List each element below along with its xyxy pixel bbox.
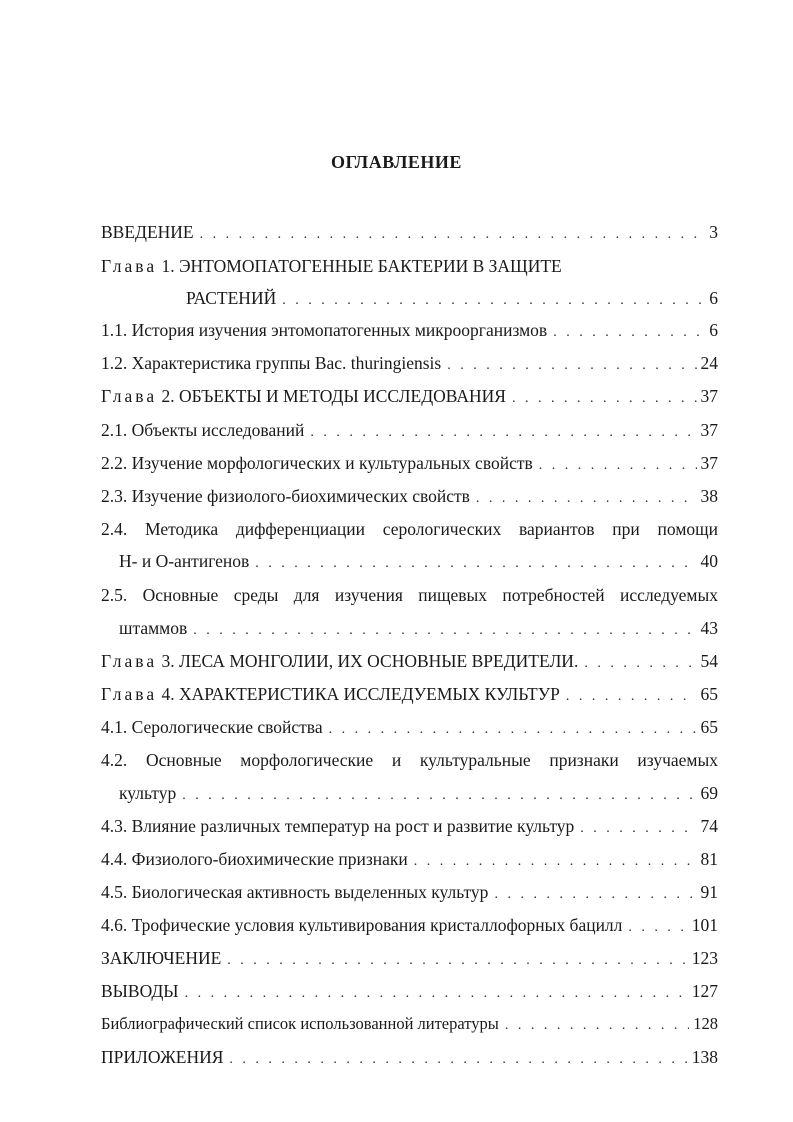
leader-dots (414, 849, 697, 875)
toc-entry-2-5[interactable] (101, 582, 718, 608)
leader-dots (255, 551, 696, 577)
toc-entry-page: 81 (700, 849, 718, 869)
leader-dots (229, 1047, 687, 1073)
toc-entry-page: 74 (700, 816, 718, 836)
page-title: ОГЛАВЛЕНИЕ (331, 152, 462, 172)
leader-dots (512, 386, 697, 412)
toc-entry-label: 4.2. Основные морфологические и культуральные признаки изучаемых (101, 750, 718, 770)
toc-entry-2-4[interactable] (101, 516, 718, 542)
leader-dots (182, 783, 696, 809)
toc-entry-2-2[interactable] (101, 450, 718, 476)
toc-entry-page: 101 (691, 915, 718, 935)
toc-entry-chapter-4[interactable] (101, 681, 718, 707)
toc-entry-page: 24 (700, 353, 718, 373)
toc-entry-label: ПРИЛОЖЕНИЯ (101, 1047, 224, 1067)
toc-entry-page: 37 (700, 453, 718, 473)
toc-entry-label: 2.4. Методика дифференциации серологических вариантов при помощи (101, 519, 718, 539)
toc-entry-label: 2.1. Объекты исследований (101, 420, 305, 440)
chapter-prefix: Глава (101, 651, 158, 671)
toc-entry-label: Библиографический список использованной литературы (101, 1014, 499, 1033)
toc-entry-appendices[interactable] (101, 1044, 718, 1070)
leader-dots (200, 222, 706, 248)
toc-entry-label: 2.5. Основные среды для изучения пищевых потребностей исследуемых (101, 585, 718, 605)
toc-entry-page: 3 (709, 222, 718, 242)
toc-entry-2-5-cont[interactable] (119, 615, 718, 641)
toc-entry-label: ВЫВОДЫ (101, 981, 179, 1001)
toc-entry-label: 4. ХАРАКТЕРИСТИКА ИССЛЕДУЕМЫХ КУЛЬТУР (161, 684, 560, 704)
toc-entry-4-1[interactable] (101, 714, 718, 740)
toc-entry-4-4[interactable] (101, 846, 718, 872)
toc-entry-label: 2.3. Изучение физиолого-биохимических свойств (101, 486, 470, 506)
leader-dots (185, 981, 688, 1007)
toc-entry-4-6[interactable] (101, 912, 718, 938)
chapter-prefix: Глава (101, 386, 158, 406)
toc-entry-page: 38 (700, 486, 718, 506)
toc-entry-label: культур (119, 783, 177, 803)
toc-entry-1-1[interactable] (101, 317, 718, 343)
toc-entry-page: 37 (700, 420, 718, 440)
toc-entry-label: 1.2. Характеристика группы Bac. thuringiensis (101, 353, 442, 373)
toc-entry-label: ВВЕДЕНИЕ (101, 222, 194, 242)
leader-dots (505, 1013, 689, 1039)
leader-dots (539, 453, 697, 479)
leader-dots (494, 882, 696, 908)
leader-dots (329, 717, 697, 743)
toc-entry-bibliography[interactable] (101, 1011, 718, 1037)
toc-entry-page: 37 (700, 386, 718, 406)
leader-dots (584, 651, 696, 677)
toc-entry-page: 138 (691, 1047, 718, 1067)
chapter-prefix: Глава (101, 684, 158, 704)
toc-entry-4-3[interactable] (101, 813, 718, 839)
toc-entry-chapter-3[interactable] (101, 648, 718, 674)
leader-dots (553, 320, 705, 346)
toc-entry-label: 4.6. Трофические условия культивирования кристаллофорных бацилл (101, 915, 623, 935)
toc-entry-label: 2. ОБЪЕКТЫ И МЕТОДЫ ИССЛЕДОВАНИЯ (161, 386, 506, 406)
toc-entry-page: 40 (700, 551, 718, 571)
leader-dots (476, 486, 697, 512)
toc-entry-chapter-1-cont[interactable] (186, 285, 718, 311)
leader-dots (282, 288, 705, 314)
leader-dots (310, 420, 696, 446)
chapter-prefix: Глава (101, 256, 158, 276)
leader-dots (227, 948, 687, 974)
toc-entry-label: 4.1. Серологические свойства (101, 717, 323, 737)
toc-entry-page: 65 (700, 717, 718, 737)
leader-dots (193, 618, 696, 644)
toc-entry-2-4-cont[interactable] (119, 548, 718, 574)
toc-entry-introduction[interactable] (101, 219, 718, 245)
toc-entry-label: штаммов (119, 618, 188, 638)
toc-entry-1-2[interactable] (101, 350, 718, 376)
toc-entry-page: 128 (693, 1014, 718, 1033)
toc-entry-label: 1.1. История изучения энтомопатогенных микроорганизмов (101, 320, 548, 340)
toc-entry-page: 6 (709, 320, 718, 340)
toc-entry-4-2[interactable] (101, 747, 718, 773)
toc-entry-page: 123 (691, 948, 718, 968)
toc-entry-page: 91 (700, 882, 718, 902)
toc-entry-4-2-cont[interactable] (119, 780, 718, 806)
toc-entry-2-1[interactable] (101, 417, 718, 443)
toc-entry-label: 4.5. Биологическая активность выделенных культур (101, 882, 489, 902)
leader-dots (447, 353, 696, 379)
toc-entry-label: РАСТЕНИЙ (186, 288, 277, 308)
leader-dots (566, 684, 697, 710)
toc-entry-chapter-2[interactable] (101, 383, 718, 409)
toc-entry-label: ЗАКЛЮЧЕНИЕ (101, 948, 222, 968)
toc-entry-label: 3. ЛЕСА МОНГОЛИИ, ИХ ОСНОВНЫЕ ВРЕДИТЕЛИ. (161, 651, 579, 671)
toc-entry-label: 4.4. Физиолого-биохимические признаки (101, 849, 408, 869)
toc-entry-chapter-1[interactable] (101, 253, 718, 279)
toc-entry-label: 2.2. Изучение морфологических и культуральных свойств (101, 453, 533, 473)
toc-entry-conclusion[interactable] (101, 945, 718, 971)
leader-dots (628, 915, 687, 941)
toc-entry-4-5[interactable] (101, 879, 718, 905)
toc-entry-page: 65 (700, 684, 718, 704)
toc-entry-label: 1. ЭНТОМОПАТОГЕННЫЕ БАКТЕРИИ В ЗАЩИТЕ (161, 256, 562, 276)
toc-entry-findings[interactable] (101, 978, 718, 1004)
toc-entry-page: 6 (709, 288, 718, 308)
toc-entry-page: 127 (691, 981, 718, 1001)
toc-entry-label: 4.3. Влияние различных температур на рост и развитие культур (101, 816, 575, 836)
toc-entry-page: 69 (700, 783, 718, 803)
toc-entry-2-3[interactable] (101, 483, 718, 509)
toc-entry-page: 54 (700, 651, 718, 671)
leader-dots (580, 816, 696, 842)
toc-entry-page: 43 (700, 618, 718, 638)
toc-entry-label: Н- и О-антигенов (119, 551, 250, 571)
